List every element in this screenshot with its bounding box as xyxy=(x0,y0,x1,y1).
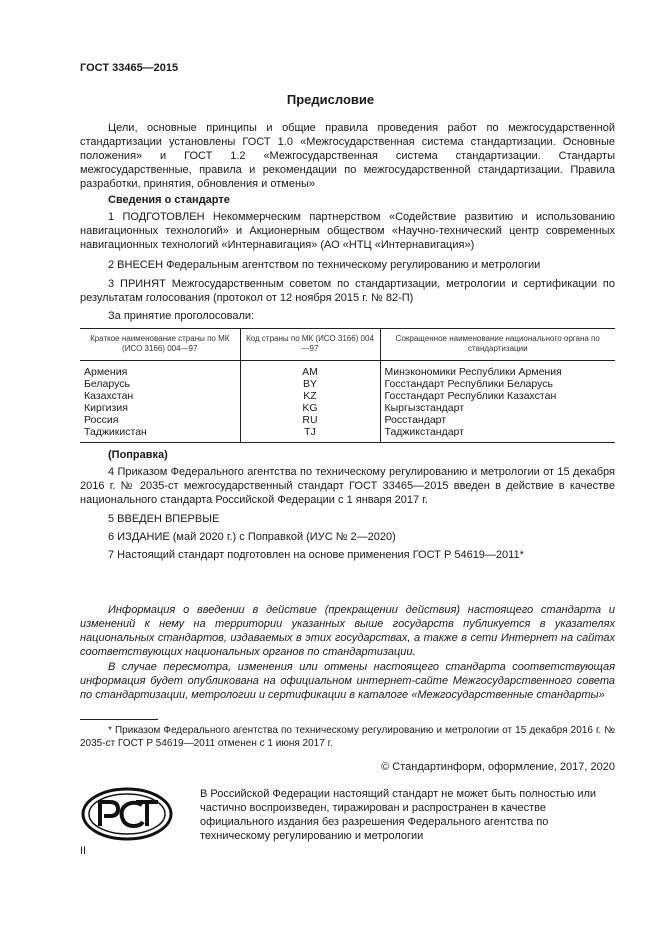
item-5: 5 ВВЕДЕН ВПЕРВЫЕ xyxy=(108,513,220,525)
footnote-divider xyxy=(80,719,158,720)
header-code: Код страны по МК (ИСО 3166) 004—97 xyxy=(240,329,380,361)
header-country: Краткое наименование страны по МК (ИСО 3166) 004—97 xyxy=(80,329,240,361)
header-body: Сокращенное наименование национального органа по стандартизации xyxy=(380,329,615,361)
table-row xyxy=(80,390,615,402)
rights-notice: В Российской Федерации настоящий стандарт не может быть полностью или частично воспроизведен, тиражирован и распространен в качестве официального издания без разрешения Федерального агентства по техническому регулированию и метрологии xyxy=(200,788,597,842)
item-6: 6 ИЗДАНИЕ (май 2020 г.) с Поправкой (ИУС № 2—2020) xyxy=(108,531,396,543)
cell-code: AM xyxy=(240,361,380,379)
cell-code: BY xyxy=(240,378,380,390)
cell-code: KG xyxy=(240,402,380,414)
cell-code: RU xyxy=(240,414,380,426)
document-id-header: ГОСТ 33465—2015 xyxy=(80,62,179,74)
table-row xyxy=(80,378,615,390)
footnote: * Приказом Федерального агентства по техническому регулированию и метрологии от 15 декабря 2016 г. № 2035-ст ГОСТ Р 54619—2011 отменен с 1 июня 2017 г. xyxy=(80,725,615,749)
info-italic-1: Информация о введении в действие (прекращении действия) настоящего стандарта и изменений к нему на территории указанных выше государств публикуется в указателях национальных стандартов, издаваемых в этих государствах, а также в сети Интернет на сайтах соответствующих национальных органов по стандартизации. xyxy=(80,604,615,658)
table-row xyxy=(80,361,615,379)
table-row xyxy=(80,414,615,426)
item-3: 3 ПРИНЯТ Межгосударственным советом по стандартизации, метрологии и сертификации по результатам голосования (протокол от 12 ноября 2015 г. № 82-П) xyxy=(80,278,615,304)
cell-body: Минэкономики Республики Армения xyxy=(380,361,615,379)
table-row xyxy=(80,402,615,414)
cell-country: Казахстан xyxy=(84,390,134,402)
table-header-row xyxy=(80,329,615,361)
cell-country: Россия xyxy=(84,414,119,426)
info-heading: Сведения о стандарте xyxy=(108,194,230,206)
amendment-label: (Поправка) xyxy=(108,449,168,461)
copyright: © Стандартинформ, оформление, 2017, 2020 xyxy=(381,761,615,773)
cell-body: Таджикстандарт xyxy=(380,426,615,443)
cell-body: Кыргызстандарт xyxy=(380,402,615,414)
item-4: 4 Приказом Федерального агентства по техническому регулированию и метрологии от 15 декабря 2016 г. № 2035-ст межгосударственный стандарт ГОСТ 33465—2015 введен в действие в качестве национального стандарта Российской Федерации с 1 января 2017 г. xyxy=(80,466,615,506)
cell-country: Беларусь xyxy=(84,378,130,390)
info-italic-2: В случае пересмотра, изменения или отмены настоящего стандарта соответствующая информация будет опубликована на официальном интернет-сайте Межгосударственного совета по стандартизации, метрологии и сертификации в каталоге «Межгосударственные стандарты» xyxy=(80,661,615,701)
cell-body: Росстандарт xyxy=(380,414,615,426)
rst-logo-icon xyxy=(80,786,174,842)
cell-country: Таджикистан xyxy=(84,426,147,438)
cell-body: Госстандарт Республики Беларусь xyxy=(380,378,615,390)
cell-country: Киргизия xyxy=(84,402,128,414)
cell-code: TJ xyxy=(240,426,380,443)
voting-table xyxy=(80,328,615,443)
page-number: II xyxy=(80,845,87,857)
table-row xyxy=(80,426,615,443)
item-1: 1 ПОДГОТОВЛЕН Некоммерческим партнерством «Содействие развитию и использованию навигационных технологий» и Акционерным обществом «Научно-технический центр современных навигационных технологий «Интернавигация» (АО «НТЦ «Интернавигация») xyxy=(80,211,615,251)
intro-paragraph: Цели, основные принципы и общие правила проведения работ по межгосударственной стандартизации установлены ГОСТ 1.0 «Межгосударственная система стандартизации. Основные положения» и ГОСТ 1.2 «Межгосударственная система стандартизации. Стандарты межгосударственные, правила и рекомендации по межгосударственной стандартизации. Правила разработки, принятия, обновления и отмены» xyxy=(80,122,615,190)
cell-country: Армения xyxy=(84,366,128,378)
voted-label: За принятие проголосовали: xyxy=(108,310,255,322)
cell-code: KZ xyxy=(240,390,380,402)
cell-body: Госстандарт Республики Казахстан xyxy=(380,390,615,402)
page-title: Предисловие xyxy=(286,92,375,107)
item-7: 7 Настоящий стандарт подготовлен на основе применения ГОСТ Р 54619—2011* xyxy=(108,549,524,561)
item-2: 2 ВНЕСЕН Федеральным агентством по техническому регулированию и метрологии xyxy=(108,259,541,271)
